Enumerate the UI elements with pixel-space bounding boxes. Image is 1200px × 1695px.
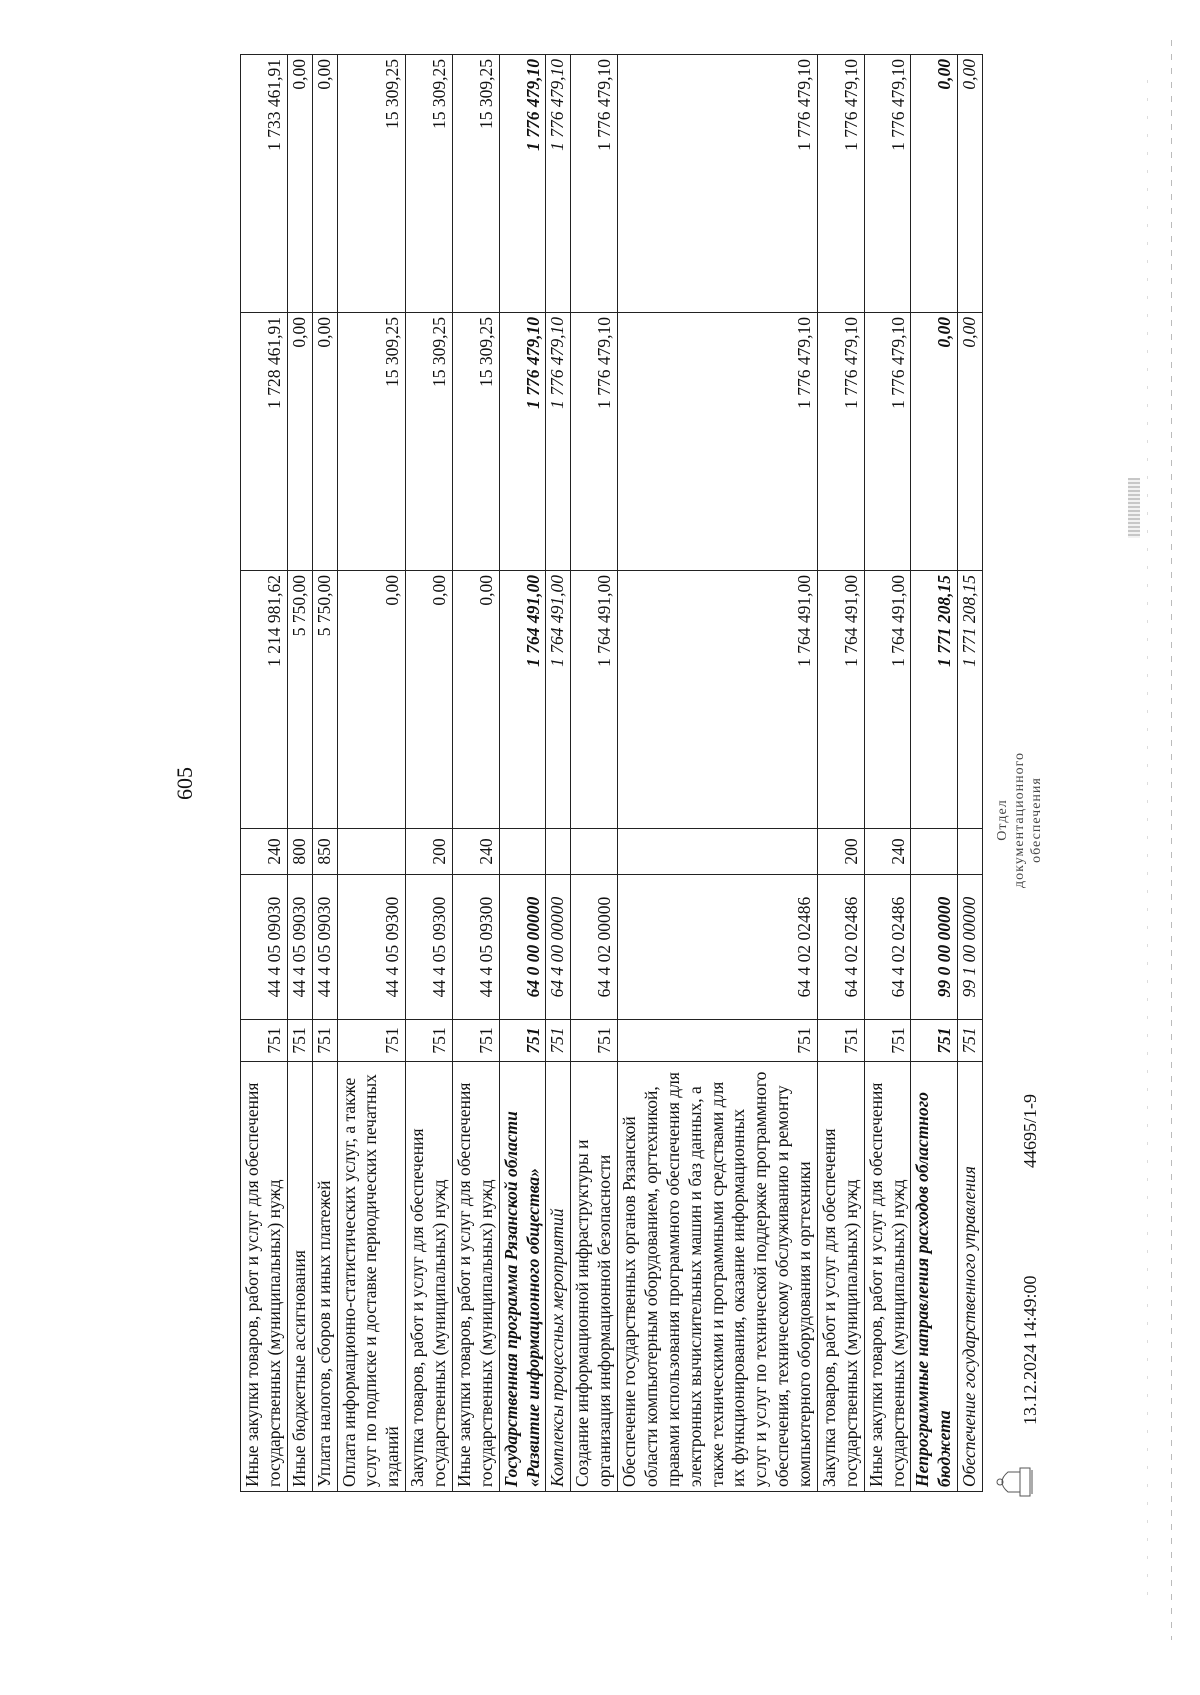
row-name-cell: Иные закупки товаров, работ и услуг для обеспечения государственных (муниципальных) нужд [864, 1062, 911, 1492]
row-sum-2024-cell: 1 764 491,00 [817, 571, 864, 829]
table-row [452, 55, 499, 1492]
row-sum-2024-cell: 1 214 981,62 [241, 571, 288, 829]
table-row [312, 55, 337, 1492]
row-type-cell: 240 [452, 829, 499, 875]
page-number: 605 [172, 767, 197, 800]
row-sum-2025-cell: 0,00 [287, 313, 312, 571]
department-stamp [995, 735, 1045, 905]
row-sum-2025-cell: 15 309,25 [406, 313, 453, 571]
row-sum-2025-cell: 1 776 479,10 [546, 313, 571, 571]
row-name-cell: Государственная программа Рязанской области «Развитие информационного общества» [499, 1062, 546, 1492]
row-type-cell [571, 829, 618, 875]
row-sum-2024-cell: 5 750,00 [287, 571, 312, 829]
row-admin-cell: 751 [817, 1020, 864, 1062]
row-sum-2024-cell: 1 764 491,00 [618, 571, 818, 829]
row-code-cell: 44 4 05 09030 [287, 875, 312, 1020]
row-sum-2024-cell: 1 764 491,00 [499, 571, 546, 829]
table-row [337, 55, 406, 1492]
table-row [241, 55, 288, 1492]
row-name-cell: Иные закупки товаров, работ и услуг для обеспечения государственных (муниципальных) нужд [241, 1062, 288, 1492]
table-row [958, 55, 983, 1492]
row-sum-2024-cell: 0,00 [452, 571, 499, 829]
row-admin-cell: 751 [452, 1020, 499, 1062]
table-row [864, 55, 911, 1492]
row-name-cell: Непрограммные направления расходов областного бюджета [911, 1062, 958, 1492]
row-code-cell: 64 4 02 02486 [864, 875, 911, 1020]
row-sum-2026-cell: 1 733 461,91 [241, 55, 288, 313]
row-sum-2025-cell: 0,00 [312, 313, 337, 571]
row-name-cell: Комплексы процессных мероприятий [546, 1062, 571, 1492]
row-code-cell: 44 4 05 09030 [241, 875, 288, 1020]
row-name-cell: Закупка товаров, работ и услуг для обеспечения государственных (муниципальных) нужд [406, 1062, 453, 1492]
row-type-cell: 200 [817, 829, 864, 875]
table-row [287, 55, 312, 1492]
footer-doc-code: 44695/1-9 [1020, 1094, 1040, 1168]
row-type-cell [546, 829, 571, 875]
row-sum-2026-cell: 15 309,25 [337, 55, 406, 313]
table-row [911, 55, 958, 1492]
row-sum-2024-cell: 1 771 208,15 [911, 571, 958, 829]
row-sum-2025-cell: 1 776 479,10 [817, 313, 864, 571]
row-sum-2024-cell: 1 764 491,00 [864, 571, 911, 829]
row-type-cell [911, 829, 958, 875]
table-row [546, 55, 571, 1492]
row-admin-cell: 751 [546, 1020, 571, 1062]
row-admin-cell: 751 [571, 1020, 618, 1062]
row-code-cell: 64 4 02 00000 [571, 875, 618, 1020]
row-sum-2024-cell: 5 750,00 [312, 571, 337, 829]
row-code-cell: 99 0 00 00000 [911, 875, 958, 1020]
row-sum-2026-cell: 1 776 479,10 [571, 55, 618, 313]
row-name-cell: Закупка товаров, работ и услуг для обеспечения государственных (муниципальных) нужд [817, 1062, 864, 1492]
row-sum-2025-cell: 15 309,25 [452, 313, 499, 571]
table-body [241, 55, 983, 1492]
row-sum-2025-cell: 1 776 479,10 [571, 313, 618, 571]
scan-edge-mark [1171, 40, 1172, 1640]
row-sum-2026-cell: 1 776 479,10 [546, 55, 571, 313]
row-admin-cell: 751 [241, 1020, 288, 1062]
row-admin-cell: 751 [618, 1020, 818, 1062]
row-sum-2024-cell: 1 764 491,00 [546, 571, 571, 829]
budget-table [240, 54, 983, 1492]
row-sum-2024-cell: 0,00 [337, 571, 406, 829]
table-row [406, 55, 453, 1492]
row-code-cell: 64 4 00 00000 [546, 875, 571, 1020]
row-sum-2026-cell: 0,00 [958, 55, 983, 313]
row-name-cell: Создание информационной инфраструктуры и организация информационной безопасности [571, 1062, 618, 1492]
row-sum-2024-cell: 0,00 [406, 571, 453, 829]
row-type-cell: 850 [312, 829, 337, 875]
row-admin-cell: 751 [911, 1020, 958, 1062]
row-code-cell: 44 4 05 09300 [337, 875, 406, 1020]
row-admin-cell: 751 [864, 1020, 911, 1062]
row-type-cell: 240 [864, 829, 911, 875]
row-type-cell [958, 829, 983, 875]
row-admin-cell: 751 [958, 1020, 983, 1062]
row-name-cell: Обеспечение государственных органов Рязанской области компьютерным оборудованием, оргтехникой, правами использования программного обеспечения для электронных вычислительных машин и баз данных, а также техническими и программными средствами для их функционирования, оказание информационных услуг и услуг по технической поддержке программного обеспечения, техническому обслуживанию и ремонту компьютерного оборудования и оргтехники [618, 1062, 818, 1492]
row-sum-2026-cell: 1 776 479,10 [864, 55, 911, 313]
row-type-cell: 800 [287, 829, 312, 875]
row-admin-cell: 751 [337, 1020, 406, 1062]
table-row [618, 55, 818, 1492]
row-type-cell: 240 [241, 829, 288, 875]
stamp-line-1: Отдел документационного [995, 752, 1027, 888]
row-sum-2025-cell: 1 728 461,91 [241, 313, 288, 571]
row-sum-2026-cell: 0,00 [287, 55, 312, 313]
row-name-cell: Иные закупки товаров, работ и услуг для обеспечения государственных (муниципальных) нужд [452, 1062, 499, 1492]
scan-artifact [1128, 478, 1140, 538]
row-sum-2026-cell: 0,00 [312, 55, 337, 313]
row-sum-2026-cell: 0,00 [911, 55, 958, 313]
row-sum-2025-cell: 1 776 479,10 [864, 313, 911, 571]
row-name-cell: Иные бюджетные ассигнования [287, 1062, 312, 1492]
row-name-cell: Обеспечение государственного управления [958, 1062, 983, 1492]
row-sum-2026-cell: 1 776 479,10 [499, 55, 546, 313]
row-code-cell: 64 0 00 00000 [499, 875, 546, 1020]
row-code-cell: 64 4 02 02486 [618, 875, 818, 1020]
stamp-line-2: обеспечения [1028, 777, 1044, 863]
row-code-cell: 44 4 05 09300 [406, 875, 453, 1020]
emblem-icon [990, 1464, 1034, 1500]
rotated-page [140, 59, 1060, 1560]
row-sum-2026-cell: 1 776 479,10 [618, 55, 818, 313]
table-row [499, 55, 546, 1492]
row-code-cell: 44 4 05 09300 [452, 875, 499, 1020]
row-sum-2024-cell: 1 771 208,15 [958, 571, 983, 829]
scan-edge-mark-2 [1147, 80, 1148, 1600]
row-admin-cell: 751 [312, 1020, 337, 1062]
row-code-cell: 44 4 05 09030 [312, 875, 337, 1020]
row-sum-2024-cell: 1 764 491,00 [571, 571, 618, 829]
row-admin-cell: 751 [406, 1020, 453, 1062]
row-type-cell [499, 829, 546, 875]
row-sum-2025-cell: 1 776 479,10 [499, 313, 546, 571]
row-name-cell: Оплата информационно-статистических услуг, а также услуг по подписке и доставке периодических печатных изданий [337, 1062, 406, 1492]
footer-datetime: 13.12.2024 14:49:00 [1020, 1275, 1040, 1425]
row-type-cell: 200 [406, 829, 453, 875]
row-code-cell: 64 4 02 02486 [817, 875, 864, 1020]
row-sum-2026-cell: 1 776 479,10 [817, 55, 864, 313]
row-sum-2026-cell: 15 309,25 [406, 55, 453, 313]
row-type-cell [618, 829, 818, 875]
row-sum-2025-cell: 0,00 [911, 313, 958, 571]
row-sum-2025-cell: 1 776 479,10 [618, 313, 818, 571]
row-sum-2025-cell: 15 309,25 [337, 313, 406, 571]
row-code-cell: 99 1 00 00000 [958, 875, 983, 1020]
row-admin-cell: 751 [287, 1020, 312, 1062]
row-type-cell [337, 829, 406, 875]
row-admin-cell: 751 [499, 1020, 546, 1062]
row-name-cell: Уплата налогов, сборов и иных платежей [312, 1062, 337, 1492]
table-row [817, 55, 864, 1492]
row-sum-2025-cell: 0,00 [958, 313, 983, 571]
row-sum-2026-cell: 15 309,25 [452, 55, 499, 313]
table-row [571, 55, 618, 1492]
